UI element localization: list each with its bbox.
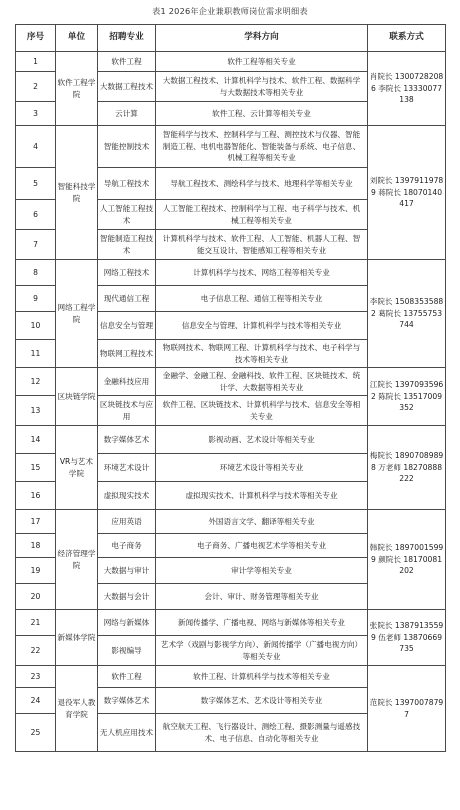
major-cell: 环境艺术设计 <box>98 454 156 482</box>
direction-cell: 软件工程等相关专业 <box>156 52 368 72</box>
row-no: 2 <box>16 72 56 102</box>
major-cell: 电子商务 <box>98 534 156 558</box>
row-no: 19 <box>16 558 56 584</box>
table-caption: 表1 2026年企业兼职教师岗位需求明细表 <box>152 6 308 16</box>
row-no: 20 <box>16 584 56 610</box>
row-no: 11 <box>16 340 56 368</box>
row-no: 14 <box>16 426 56 454</box>
major-cell: 智能制造工程技术 <box>98 230 156 260</box>
contact-cell: 范院长 13970078797 <box>368 666 446 752</box>
major-cell: 现代通信工程 <box>98 286 156 312</box>
header-row <box>16 25 446 52</box>
unit-cell: 软件工程学院 <box>56 52 98 126</box>
row-no: 3 <box>16 102 56 126</box>
major-cell: 云计算 <box>98 102 156 126</box>
direction-cell: 智能科学与技术、控制科学与工程、测控技术与仪器、智能制造工程、电机电器智能化、智能装备与系统、电子信息、机械工程等相关专业 <box>156 126 368 168</box>
row-no: 9 <box>16 286 56 312</box>
major-cell: 大数据与会计 <box>98 584 156 610</box>
contact-cell: 梅院长 18907089898 万老师 18270888222 <box>368 426 446 510</box>
major-cell: 智能控制技术 <box>98 126 156 168</box>
direction-cell: 艺术学（戏剧与影视学方向）、新闻传播学（广播电视方向）等相关专业 <box>156 636 368 666</box>
major-cell: 应用英语 <box>98 510 156 534</box>
row-no: 23 <box>16 666 56 688</box>
row-no: 18 <box>16 534 56 558</box>
unit-cell: 经济管理学院 <box>56 510 98 610</box>
row-no: 5 <box>16 168 56 200</box>
direction-cell: 金融学、金融工程、金融科技、软件工程、区块链技术、统计学、大数据等相关专业 <box>156 368 368 396</box>
row-no: 21 <box>16 610 56 636</box>
header-contact: 联系方式 <box>368 25 446 52</box>
header-no: 序号 <box>16 25 56 52</box>
major-cell: 网络工程技术 <box>98 260 156 286</box>
direction-cell: 审计学等相关专业 <box>156 558 368 584</box>
direction-cell: 信息安全与管理、计算机科学与技术等相关专业 <box>156 312 368 340</box>
major-cell: 影视编导 <box>98 636 156 666</box>
contact-cell: 张院长 13879135599 伍老师 13870669735 <box>368 610 446 666</box>
major-cell: 网络与新媒体 <box>98 610 156 636</box>
direction-cell: 软件工程、计算机科学与技术等相关专业 <box>156 666 368 688</box>
major-cell: 虚拟现实技术 <box>98 482 156 510</box>
direction-cell: 物联网技术、物联网工程、计算机科学与技术、电子科学与技术等相关专业 <box>156 340 368 368</box>
direction-cell: 影视动画、艺术设计等相关专业 <box>156 426 368 454</box>
unit-cell: 网络工程学院 <box>56 260 98 368</box>
major-cell: 信息安全与管理 <box>98 312 156 340</box>
direction-cell: 电子信息工程、通信工程等相关专业 <box>156 286 368 312</box>
major-cell: 无人机应用技术 <box>98 714 156 752</box>
table-row <box>16 426 446 454</box>
table-row <box>16 610 446 636</box>
table-row <box>16 368 446 396</box>
unit-cell: VR与艺术学院 <box>56 426 98 510</box>
contact-cell: 肖院长 13007282086 李院长 13330077138 <box>368 52 446 126</box>
direction-cell: 计算机科学与技术、网络工程等相关专业 <box>156 260 368 286</box>
unit-cell: 区块链学院 <box>56 368 98 426</box>
row-no: 15 <box>16 454 56 482</box>
direction-cell: 人工智能工程技术、控制科学与工程、电子科学与技术、机械工程等相关专业 <box>156 200 368 230</box>
contact-cell: 韩院长 18970015999 颜院长 18170081202 <box>368 510 446 610</box>
direction-cell: 会计、审计、财务管理等相关专业 <box>156 584 368 610</box>
contact-cell: 江院长 13970935962 陈院长 13517009352 <box>368 368 446 426</box>
table-row <box>16 510 446 534</box>
row-no: 13 <box>16 396 56 426</box>
contact-cell: 李院长 15083535882 葛院长 13755753744 <box>368 260 446 368</box>
major-cell: 大数据与审计 <box>98 558 156 584</box>
row-no: 7 <box>16 230 56 260</box>
header-unit: 单位 <box>56 25 98 52</box>
major-cell: 金融科技应用 <box>98 368 156 396</box>
row-no: 12 <box>16 368 56 396</box>
row-no: 8 <box>16 260 56 286</box>
row-no: 4 <box>16 126 56 168</box>
major-cell: 人工智能工程技术 <box>98 200 156 230</box>
contact-cell: 刘院长 13979119789 蒋院长 18070140417 <box>368 126 446 260</box>
direction-cell: 导航工程技术、测绘科学与技术、地理科学等相关专业 <box>156 168 368 200</box>
row-no: 16 <box>16 482 56 510</box>
major-cell: 软件工程 <box>98 666 156 688</box>
direction-cell: 计算机科学与技术、软件工程、人工智能、机器人工程、智能交互设计、智能感知工程等相关专业 <box>156 230 368 260</box>
table-row <box>16 52 446 72</box>
major-cell: 导航工程技术 <box>98 168 156 200</box>
direction-cell: 外国语言文学、翻译等相关专业 <box>156 510 368 534</box>
unit-cell: 智能科技学院 <box>56 126 98 260</box>
row-no: 24 <box>16 688 56 714</box>
direction-cell: 数字媒体艺术、艺术设计等相关专业 <box>156 688 368 714</box>
row-no: 1 <box>16 52 56 72</box>
table-row <box>16 126 446 168</box>
unit-cell: 新媒体学院 <box>56 610 98 666</box>
direction-cell: 航空航天工程、飞行器设计、测绘工程、摄影测量与遥感技术、电子信息、自动化等相关专业 <box>156 714 368 752</box>
unit-cell: 退役军人教育学院 <box>56 666 98 752</box>
table-row <box>16 260 446 286</box>
direction-cell: 软件工程、区块链技术、计算机科学与技术、信息安全等相关专业 <box>156 396 368 426</box>
row-no: 6 <box>16 200 56 230</box>
major-cell: 数字媒体艺术 <box>98 426 156 454</box>
requirements-table <box>15 24 446 752</box>
direction-cell: 软件工程、云计算等相关专业 <box>156 102 368 126</box>
table-row <box>16 666 446 688</box>
row-no: 10 <box>16 312 56 340</box>
direction-cell: 虚拟现实技术、计算机科学与技术等相关专业 <box>156 482 368 510</box>
major-cell: 大数据工程技术 <box>98 72 156 102</box>
major-cell: 区块链技术与应用 <box>98 396 156 426</box>
direction-cell: 新闻传播学、广播电视、网络与新媒体等相关专业 <box>156 610 368 636</box>
header-direction: 学科方向 <box>156 25 368 52</box>
row-no: 22 <box>16 636 56 666</box>
row-no: 25 <box>16 714 56 752</box>
major-cell: 数字媒体艺术 <box>98 688 156 714</box>
row-no: 17 <box>16 510 56 534</box>
direction-cell: 大数据工程技术、计算机科学与技术、软件工程、数据科学与大数据技术等相关专业 <box>156 72 368 102</box>
direction-cell: 电子商务、广播电视艺术学等相关专业 <box>156 534 368 558</box>
direction-cell: 环境艺术设计等相关专业 <box>156 454 368 482</box>
header-major: 招聘专业 <box>98 25 156 52</box>
major-cell: 物联网工程技术 <box>98 340 156 368</box>
major-cell: 软件工程 <box>98 52 156 72</box>
